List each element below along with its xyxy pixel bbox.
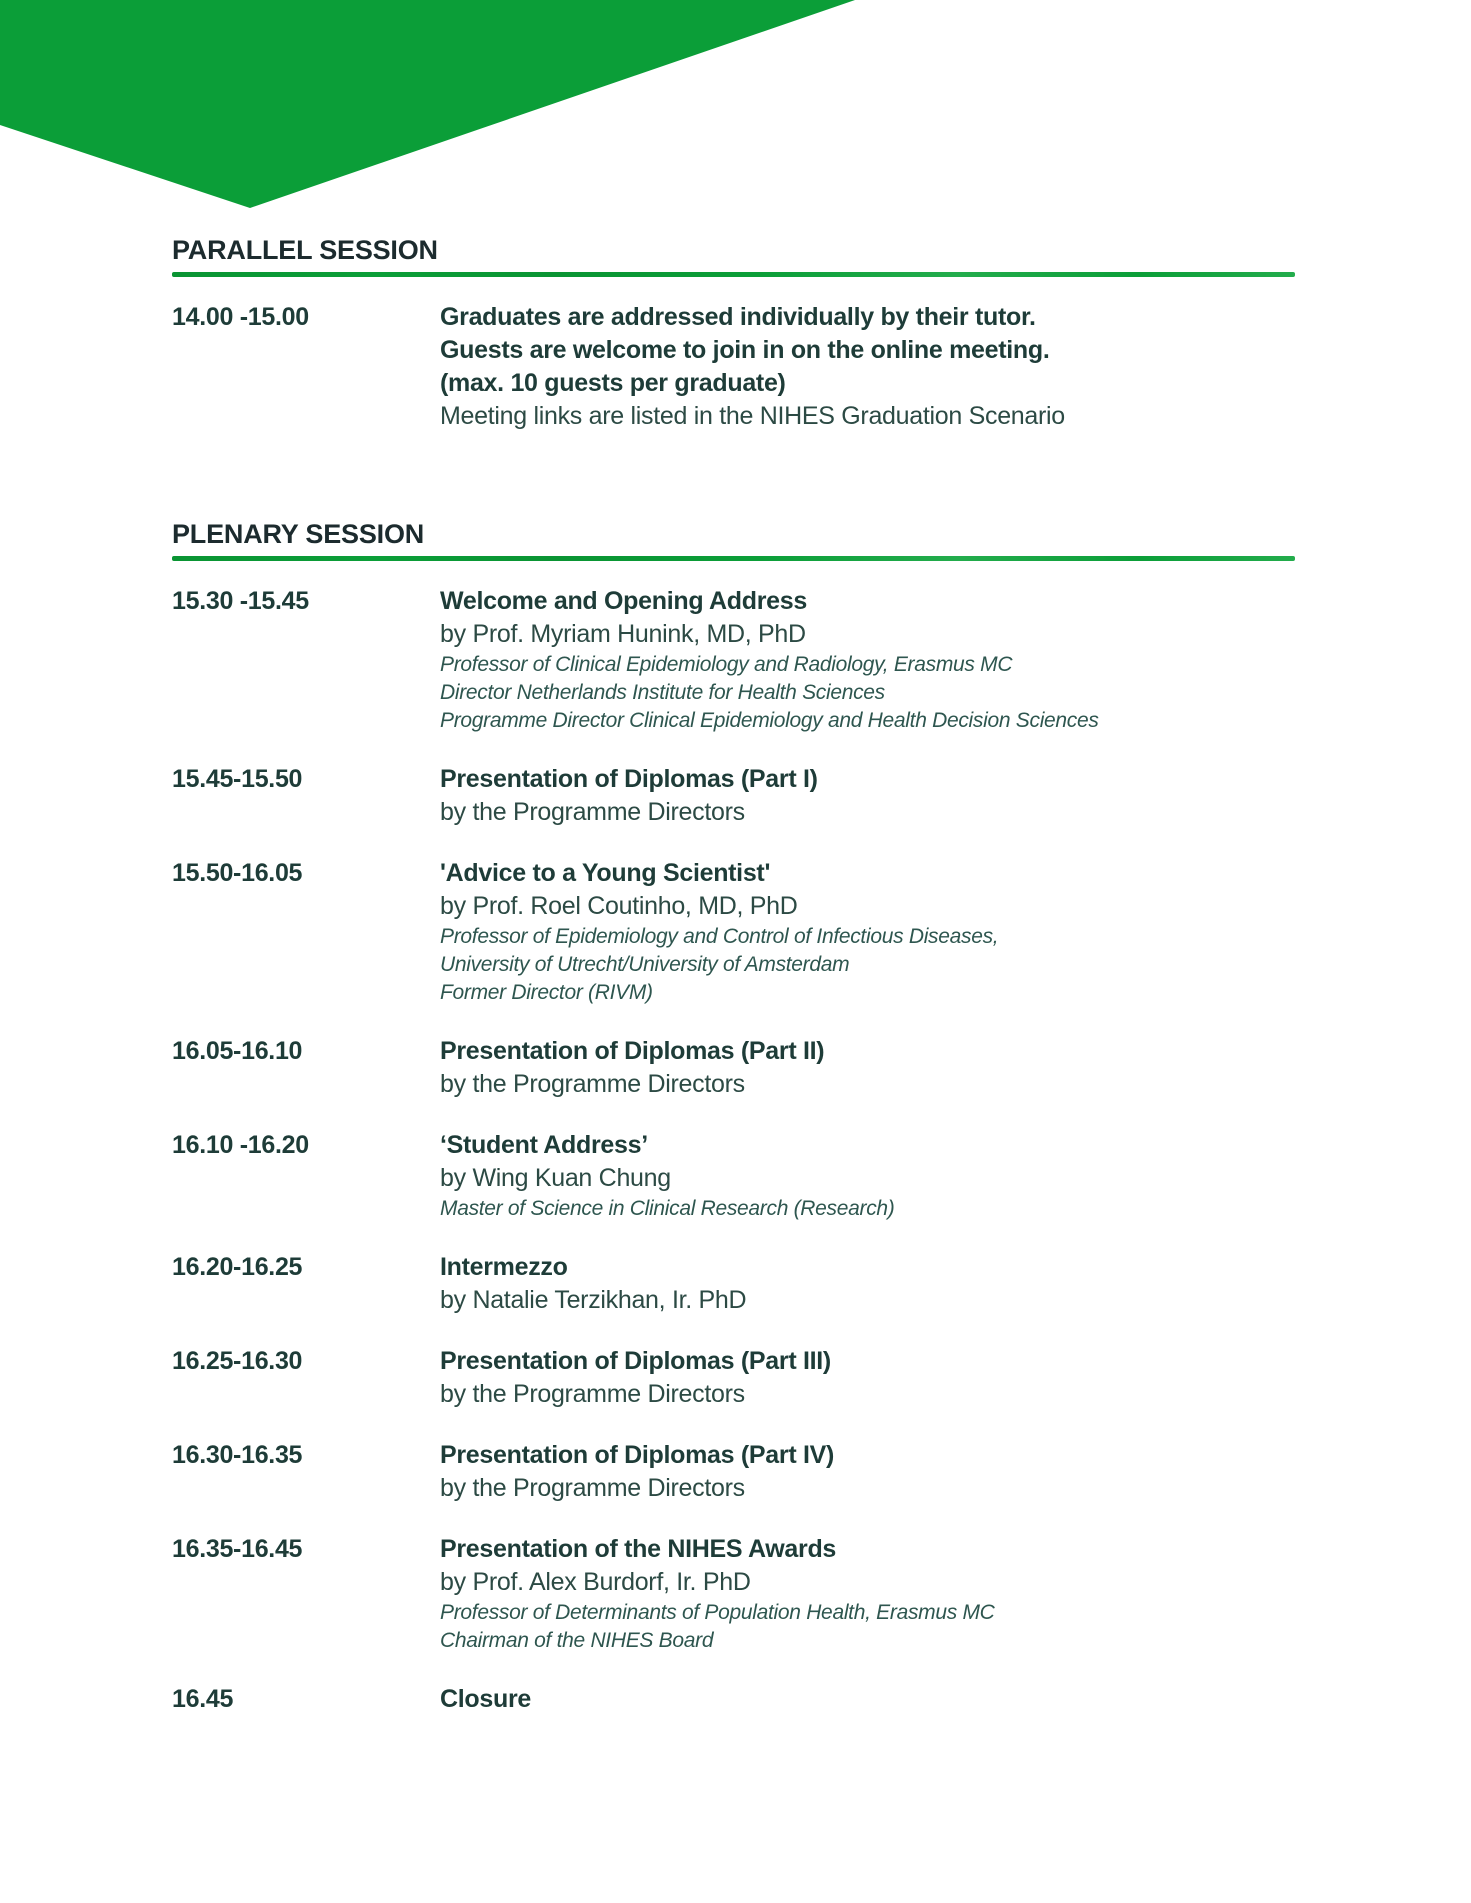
entry-title: Closure — [440, 1685, 531, 1713]
entry-description — [440, 1533, 1295, 1655]
entry-title: Presentation of Diplomas (Part I) — [440, 765, 818, 793]
entry-title: Intermezzo — [440, 1253, 568, 1281]
entry-byline: by the Programme Directors — [440, 1070, 745, 1098]
time-label: 15.45-15.50 — [172, 765, 303, 793]
entry-description — [440, 1439, 1295, 1505]
time-label: 16.45 — [172, 1685, 234, 1713]
entry-byline: by Wing Kuan Chung — [440, 1164, 671, 1192]
entry-title: Presentation of Diplomas (Part III) — [440, 1347, 831, 1375]
entry-description — [440, 1683, 1295, 1716]
schedule-row — [172, 1683, 1295, 1716]
session-underline-rule — [172, 272, 1295, 277]
entry-title: (max. 10 guests per graduate) — [440, 369, 786, 397]
schedule-row — [172, 763, 1295, 829]
entry-byline: by Prof. Alex Burdorf, Ir. PhD — [440, 1568, 751, 1596]
time-label: 16.05-16.10 — [172, 1037, 303, 1065]
entry-credential-line: Professor of Determinants of Population Health, Erasmus MC — [440, 1601, 995, 1624]
entry-credential-line: Programme Director Clinical Epidemiology and Health Decision Sciences — [440, 709, 1099, 732]
time-label: 16.35-16.45 — [172, 1535, 303, 1563]
entry-description — [440, 585, 1295, 735]
entry-title: Presentation of Diplomas (Part IV) — [440, 1441, 835, 1469]
schedule-row — [172, 1129, 1295, 1223]
entry-description — [440, 1035, 1295, 1101]
session-block — [172, 234, 1295, 433]
session-heading: PARALLEL SESSION — [172, 235, 438, 265]
entry-title: Guests are welcome to join in on the online meeting. — [440, 336, 1050, 364]
entry-title: Presentation of the NIHES Awards — [440, 1535, 837, 1563]
session-heading: PLENARY SESSION — [172, 519, 425, 549]
schedule-row — [172, 1251, 1295, 1317]
schedule-row — [172, 301, 1295, 433]
time-label: 15.30 -15.45 — [172, 587, 309, 615]
schedule-row — [172, 585, 1295, 735]
entry-byline: by the Programme Directors — [440, 1380, 745, 1408]
entry-credential-line: Professor of Clinical Epidemiology and Radiology, Erasmus MC — [440, 653, 1013, 676]
entry-description — [440, 1251, 1295, 1317]
entry-title: Graduates are addressed individually by their tutor. — [440, 303, 1036, 331]
entry-credential-line: Master of Science in Clinical Research (Research) — [440, 1197, 895, 1220]
entry-byline: by Natalie Terzikhan, Ir. PhD — [440, 1286, 747, 1314]
schedule-row — [172, 857, 1295, 1007]
entry-description — [440, 763, 1295, 829]
time-label: 15.50-16.05 — [172, 859, 303, 887]
schedule-row — [172, 1345, 1295, 1411]
time-label: 14.00 -15.00 — [172, 303, 309, 331]
session-entries — [172, 301, 1295, 433]
time-label: 16.25-16.30 — [172, 1347, 303, 1375]
time-label: 16.20-16.25 — [172, 1253, 303, 1281]
time-label: 16.30-16.35 — [172, 1441, 303, 1469]
schedule-row — [172, 1035, 1295, 1101]
entry-description — [440, 301, 1295, 433]
entry-byline: by Prof. Myriam Hunink, MD, PhD — [440, 620, 806, 648]
entry-credential-line: Director Netherlands Institute for Health Sciences — [440, 681, 885, 704]
entry-credential-line: University of Utrecht/University of Amsterdam — [440, 953, 850, 976]
entry-credential-line: Chairman of the NIHES Board — [440, 1629, 714, 1652]
time-label: 16.10 -16.20 — [172, 1131, 309, 1159]
entry-byline: by the Programme Directors — [440, 798, 745, 826]
entry-byline: by Prof. Roel Coutinho, MD, PhD — [440, 892, 798, 920]
entry-description — [440, 1345, 1295, 1411]
entry-title: 'Advice to a Young Scientist' — [440, 859, 771, 887]
entry-byline: Meeting links are listed in the NIHES Graduation Scenario — [440, 402, 1065, 430]
green-banner-shape — [0, 0, 1471, 212]
entry-title: ‘Student Address’ — [440, 1131, 648, 1159]
entry-credential-line: Former Director (RIVM) — [440, 981, 653, 1004]
session-entries — [172, 585, 1295, 1716]
entry-description — [440, 1129, 1295, 1223]
session-underline-rule — [172, 556, 1295, 561]
session-block — [172, 518, 1295, 1716]
entry-title: Presentation of Diplomas (Part II) — [440, 1037, 825, 1065]
entry-description — [440, 857, 1295, 1007]
green-banner-polygon — [0, 0, 855, 208]
schedule-row — [172, 1439, 1295, 1505]
entry-credential-line: Professor of Epidemiology and Control of Infectious Diseases, — [440, 925, 999, 948]
schedule-row — [172, 1533, 1295, 1655]
schedule-content — [172, 234, 1295, 1716]
entry-title: Welcome and Opening Address — [440, 587, 807, 615]
entry-byline: by the Programme Directors — [440, 1474, 745, 1502]
